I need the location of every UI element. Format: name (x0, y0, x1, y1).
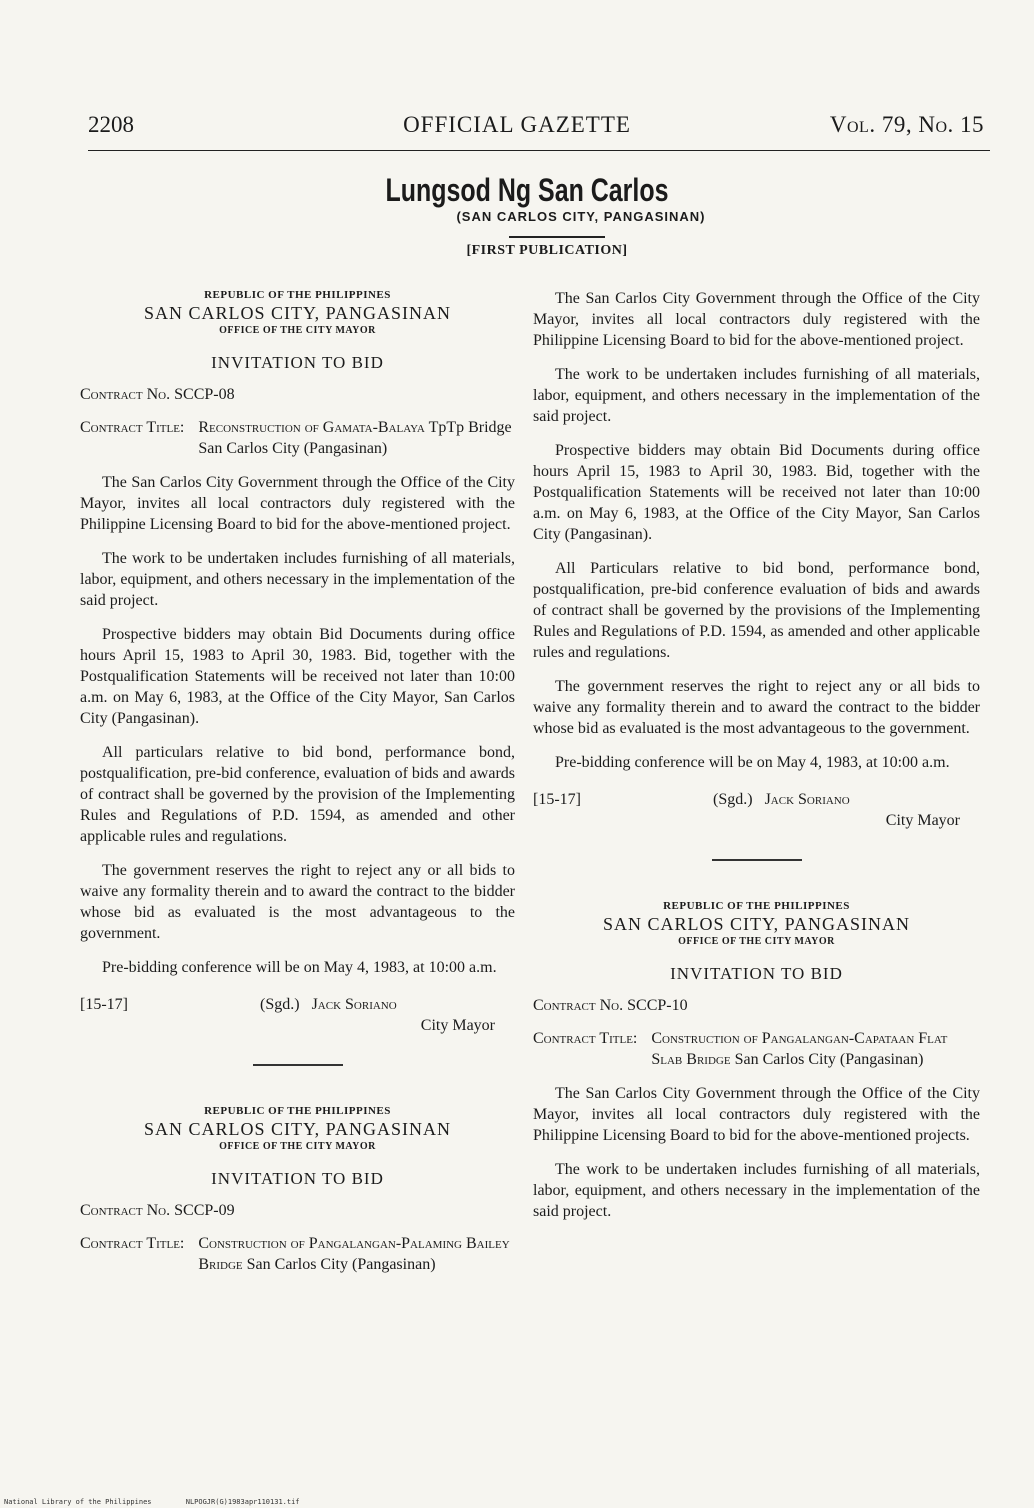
contract-title-rest: San Carlos City (Pangasinan) (246, 1256, 436, 1273)
paragraph: The work to be undertaken includes furnishing of all materials, labor, equipment, and others necessary in the implementation of the said project. (80, 550, 515, 609)
contract-no-label: Contract No. (80, 386, 171, 403)
paragraph: All particulars relative to bid bond, performance bond, postqualification, pre-bid conference, evaluation of bids and awards of contract shall be governed by the provision of the Implementing Rules and Regulations of P.D. 1594, as amended and other applicable rules and regulations. (80, 744, 515, 845)
office-line: OFFICE OF THE CITY MAYOR (219, 325, 376, 336)
city-line: SAN CARLOS CITY, PANGASINAN (143, 303, 452, 323)
contract-no-value: SCCP-10 (627, 997, 688, 1014)
signed-mark: (Sgd.) (260, 996, 300, 1013)
contract-no-value: SCCP-09 (174, 1202, 235, 1219)
republic-line: REPUBLIC OF THE PHILIPPINES (663, 900, 850, 912)
paragraph: The San Carlos City Government through the Office of the City Mayor, invites all local contractors duly registered with the Philippine Licensing Board to bid for the above-mentioned project. (533, 290, 980, 349)
file-name: NLPOGJR(G)1983apr110131.tif (185, 1498, 300, 1506)
main-title: Lungsod Ng San Carlos (385, 172, 669, 208)
contract-no-label: Contract No. (80, 1202, 171, 1219)
page-number: 2208 (88, 112, 134, 137)
contract-number (533, 995, 980, 1016)
paragraph: The work to be undertaken includes furnishing of all materials, labor, equipment, and others necessary in the implementation of the said project. (533, 366, 980, 425)
contract-title-value (184, 1233, 515, 1275)
contract-title (533, 1028, 980, 1070)
signer (683, 789, 980, 810)
sub-title: (SAN CARLOS CITY, PANGASINAN) (456, 209, 706, 224)
invitation-heading: INVITATION TO BID (211, 1169, 384, 1188)
notice-header (80, 1104, 515, 1190)
contract-title-label: Contract Title: (80, 1235, 185, 1252)
publication-label: [FIRST PUBLICATION] (466, 243, 628, 258)
volume-info: Vol. 79, No. 15 (829, 112, 984, 137)
contract-title-rest: TpTp Bridge San Carlos City (Pangasinan) (198, 419, 512, 457)
issue-range: [15-17] (80, 996, 128, 1013)
paragraph: The government reserves the right to reject any or all bids to waive any formality therein and to award the contract to the bidder whose bid as evaluated is the most advantageous to the government. (80, 862, 515, 942)
section-separator (253, 1064, 343, 1066)
paragraph: The San Carlos City Government through the Office of the City Mayor, invites all local contractors duly registered with the Philippine Licensing Board to bid for the above-mentioned project. (80, 474, 515, 533)
invitation-heading: INVITATION TO BID (211, 353, 384, 372)
right-column (533, 288, 980, 1222)
republic-line: REPUBLIC OF THE PHILIPPINES (204, 289, 391, 301)
signer-title: City Mayor (420, 1017, 495, 1034)
library-credit: National Library of the Philippines (4, 1498, 152, 1506)
invitation-heading: INVITATION TO BID (670, 964, 843, 983)
paragraph: The government reserves the right to reject any or all bids to waive any formality therein and to award the contract to the bidder whose bid as evaluated is the most advantageous to the government. (533, 678, 980, 737)
contract-title-caps: Construction of Pangalangan-Palaming Bailey Bridge (198, 1235, 510, 1273)
contract-no-label: Contract No. (533, 997, 624, 1014)
issue-range: [15-17] (533, 791, 581, 808)
section-separator (712, 859, 802, 861)
paragraph: Pre-bidding conference will be on May 4, 1983, at 10:00 a.m. (555, 754, 950, 771)
notice-header (80, 288, 515, 374)
contract-number (80, 1200, 515, 1221)
contract-title-caps: Construction of Pangalangan-Capataan Flat Slab Bridge (651, 1030, 948, 1068)
contract-title-rest: San Carlos City (Pangasinan) (734, 1051, 924, 1068)
signed-mark: (Sgd.) (713, 791, 753, 808)
left-column (80, 288, 515, 1275)
signature-block (80, 994, 515, 1015)
paragraph: Prospective bidders may obtain Bid Documents during office hours April 15, 1983 to April 30, 1983. Bid, together with the Postqualification Statements will be received not later than 10:00 a.m. on May 6, 1983, at the Office of the City Mayor, San Carlos City (Pangasinan). (533, 442, 980, 543)
contract-title-value (184, 417, 515, 459)
title-block (0, 172, 1034, 259)
gazette-title: OFFICIAL GAZETTE (403, 112, 631, 137)
paragraph: All Particulars relative to bid bond, performance bond, postqualification, pre-bid conference evaluation of bids and awards of contract shall be governed by the provisions of the Implementing Rules and Regulations of P.D. 1594, as amended and other applicable rules and regulations. (533, 560, 980, 661)
republic-line: REPUBLIC OF THE PHILIPPINES (204, 1105, 391, 1117)
office-line: OFFICE OF THE CITY MAYOR (219, 1141, 376, 1152)
header-rule (88, 150, 990, 151)
contract-no-value: SCCP-08 (174, 386, 235, 403)
city-line: SAN CARLOS CITY, PANGASINAN (602, 914, 911, 934)
contract-title-label: Contract Title: (533, 1030, 638, 1047)
signature-block (533, 789, 980, 810)
scan-footer (4, 1498, 330, 1506)
signer-name: Jack Soriano (311, 996, 397, 1013)
paragraph: The San Carlos City Government through the Office of the City Mayor, invites all local contractors duly registered with the Philippine Licensing Board to bid for the above-mentioned projects. (533, 1085, 980, 1144)
signer-title: City Mayor (885, 812, 960, 829)
contract-title-label: Contract Title: (80, 419, 185, 436)
paragraph: Prospective bidders may obtain Bid Documents during office hours April 15, 1983 to April 30, 1983. Bid, together with the Postqualification Statements will be received not later than 10:00 a.m. on May 6, 1983, at the Office of the City Mayor, San Carlos City (Pangasinan). (80, 626, 515, 727)
signer (230, 994, 515, 1015)
notice-header (533, 899, 980, 985)
contract-title-caps: Reconstruction of Gamata-Balaya (198, 419, 425, 436)
paragraph: Pre-bidding conference will be on May 4, 1983, at 10:00 a.m. (102, 959, 497, 976)
signer-name: Jack Soriano (764, 791, 850, 808)
title-rule (509, 236, 605, 238)
city-line: SAN CARLOS CITY, PANGASINAN (143, 1119, 452, 1139)
contract-title-value (637, 1028, 980, 1070)
contract-number (80, 384, 515, 405)
contract-title (80, 1233, 515, 1275)
office-line: OFFICE OF THE CITY MAYOR (678, 936, 835, 947)
paragraph: The work to be undertaken includes furnishing of all materials, labor, equipment, and others necessary in the implementation of the said project. (533, 1161, 980, 1220)
contract-title (80, 417, 515, 459)
